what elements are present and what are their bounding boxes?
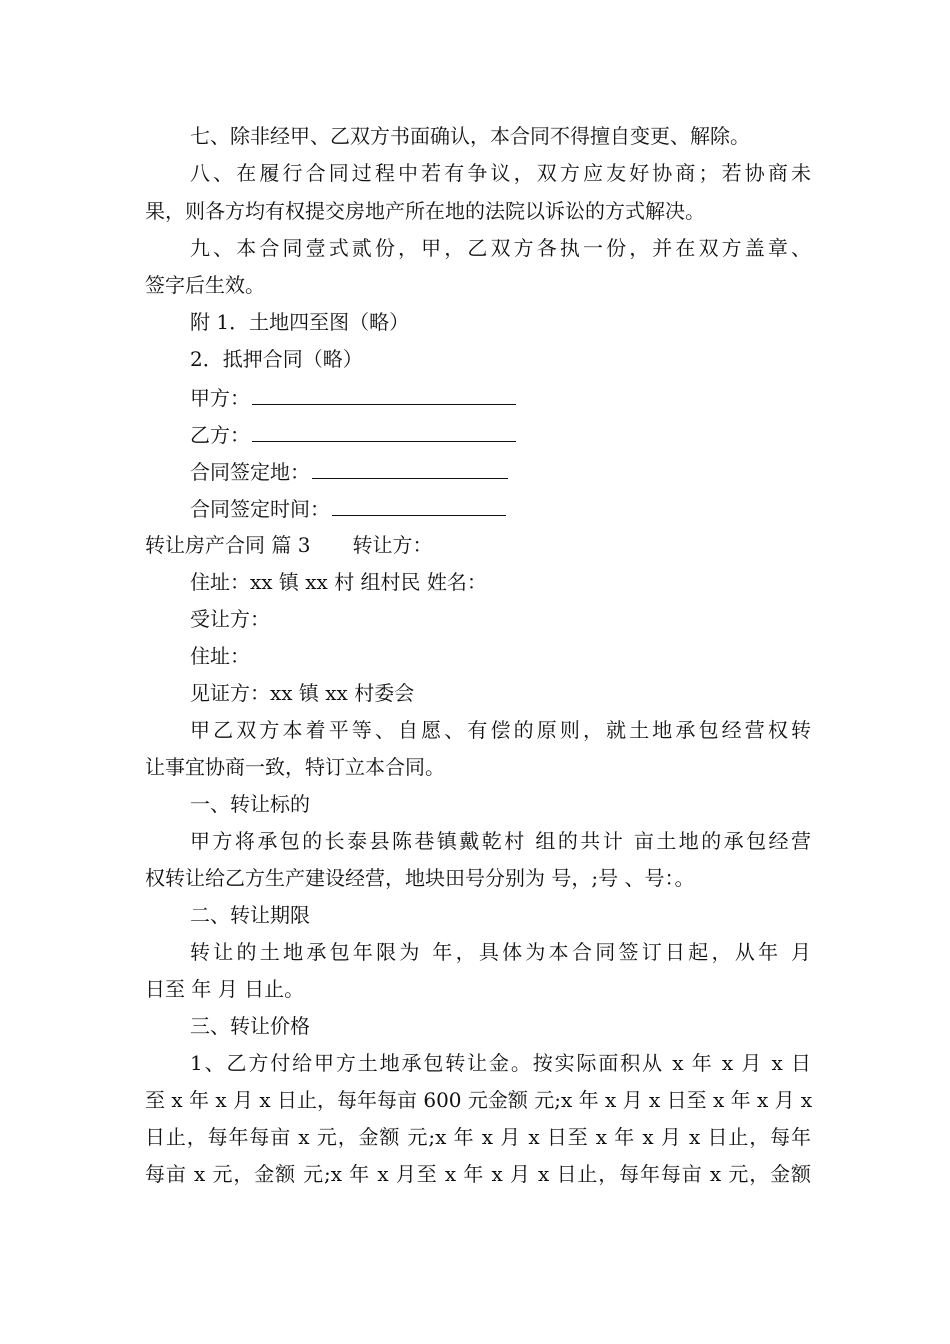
party-a-label: 甲方： — [190, 386, 250, 410]
transferee-address: 住址： — [190, 644, 250, 668]
transfer-term-line-2: 日至 年 月 日止。 — [145, 977, 305, 1001]
signing-place-blank-line — [312, 458, 508, 479]
transferor-address: 住址：xx 镇 xx 村 组村民 姓名： — [190, 570, 487, 594]
clause-8-line-1: 八、在履行合同过程中若有争议，双方应友好协商；若协商未 — [190, 161, 811, 185]
section-title: 转让房产合同 篇 3 — [145, 533, 311, 557]
signing-place — [190, 458, 811, 484]
clause-9-line-2: 签字后生效。 — [145, 273, 265, 297]
clause-9-line-1: 九、本合同壹式贰份，甲，乙双方各执一份，并在双方盖章、 — [190, 236, 811, 260]
witness: 见证方：xx 镇 xx 村委会 — [190, 681, 415, 705]
signing-time-label: 合同签定时间： — [190, 497, 330, 521]
attachment-2: 2．抵押合同（略） — [190, 347, 363, 371]
transfer-subject-line-1: 甲方将承包的长泰县陈巷镇戴乾村 组的共计 亩土地的承包经营 — [190, 829, 811, 853]
section-heading — [145, 533, 811, 557]
preamble-line-1: 甲乙双方本着平等、自愿、有偿的原则，就土地承包经营权转 — [190, 718, 811, 742]
party-a-blank-line — [252, 384, 516, 405]
heading-transfer-subject: 一、转让标的 — [190, 792, 310, 816]
signature-party-b — [190, 421, 811, 447]
signing-place-label: 合同签定地： — [190, 460, 310, 484]
clause-7: 七、除非经甲、乙双方书面确认，本合同不得擅自变更、解除。 — [190, 124, 750, 148]
party-b-blank-line — [252, 421, 516, 442]
transfer-subject-line-2: 权转让给乙方生产建设经营，地块田号分别为 号，;号 、号：。 — [145, 866, 695, 890]
transfer-price-line-4: 每亩 x 元，金额 元;x 年 x 月至 x 年 x 月 x 日止，每年每亩 x 元，金额 — [145, 1162, 811, 1186]
signing-time-blank-line — [332, 495, 506, 516]
signature-party-a — [190, 384, 811, 410]
signing-time — [190, 495, 811, 521]
transferee-label: 受让方： — [190, 607, 270, 631]
transferor-label: 转让方： — [352, 533, 433, 557]
heading-transfer-term: 二、转让期限 — [190, 903, 310, 927]
transfer-price-line-2: 至 x 年 x 月 x 日止，每年每亩 600 元金额 元;x 年 x 月 x 日至 x 年 x 月 x — [145, 1088, 813, 1112]
party-b-label: 乙方： — [190, 423, 250, 447]
transfer-price-line-3: 日止，每年每亩 x 元，金额 元;x 年 x 月 x 日至 x 年 x 月 x 日止，每年 — [145, 1125, 811, 1149]
preamble-line-2: 让事宜协商一致，特订立本合同。 — [145, 755, 445, 779]
clause-8-line-2: 果，则各方均有权提交房地产所在地的法院以诉讼的方式解决。 — [145, 199, 705, 223]
heading-transfer-price: 三、转让价格 — [190, 1014, 310, 1038]
attachment-1: 附 1．土地四至图（略） — [190, 310, 410, 334]
transfer-term-line-1: 转让的土地承包年限为 年，具体为本合同签订日起，从年 月 — [190, 940, 811, 964]
transfer-price-line-1: 1、乙方付给甲方土地承包转让金。按实际面积从 x 年 x 月 x 日 — [190, 1051, 811, 1075]
